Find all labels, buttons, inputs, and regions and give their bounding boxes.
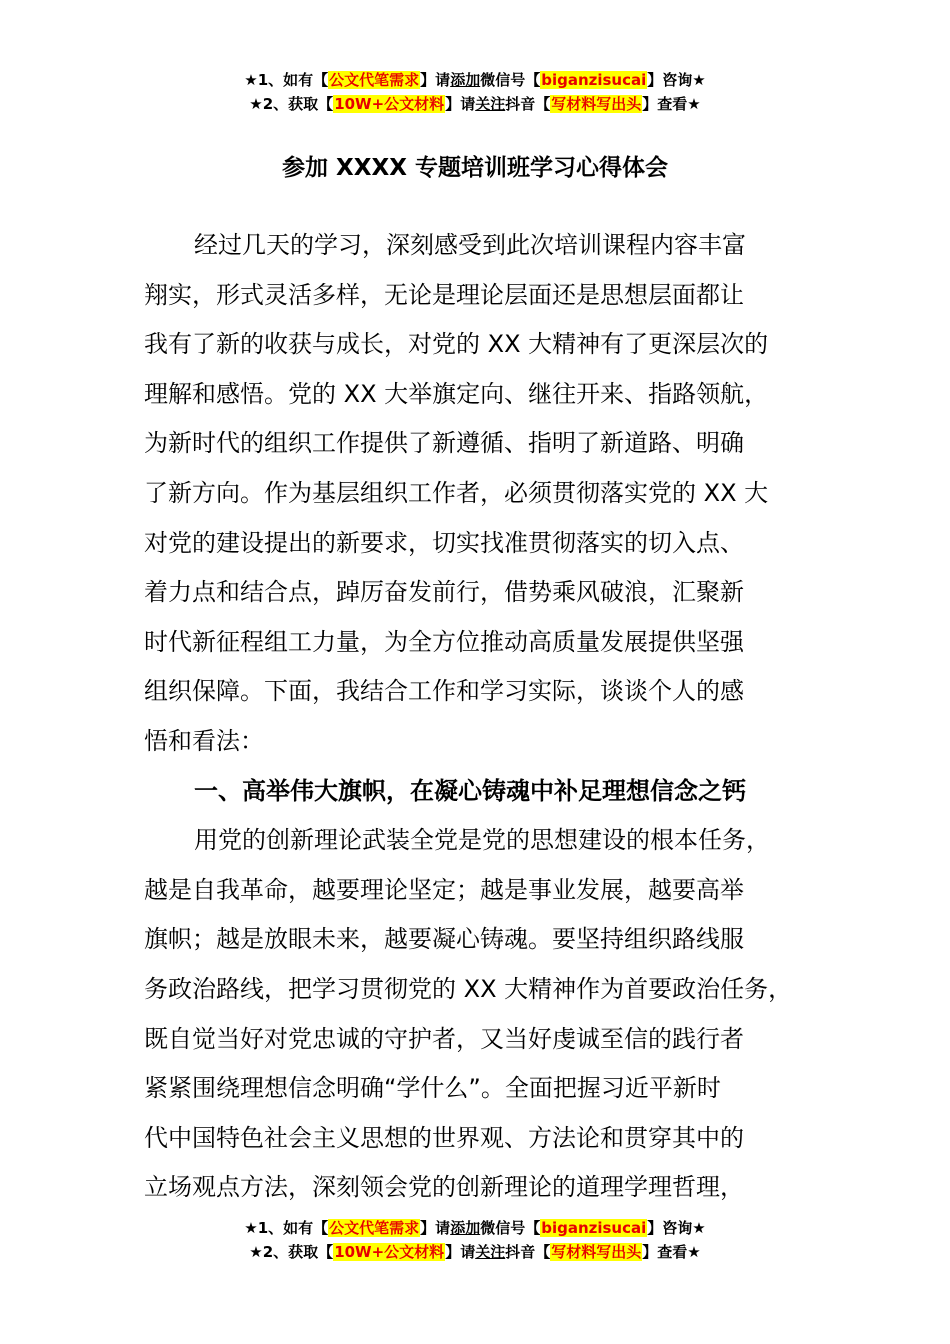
banner-underlined: 添加 [450, 1219, 481, 1237]
paragraph-line: 代中国特色社会主义思想的世界观、方法论和贯穿其中的 [144, 1123, 744, 1152]
banner-text: 】请 [445, 95, 476, 113]
banner-line-2 [0, 92, 950, 116]
banner-text: 】请 [420, 71, 451, 89]
banner-text: ★1、如有【 [244, 1219, 329, 1237]
banner-text: 】咨询★ [647, 71, 706, 89]
paragraph-line: 了新方向。作为基层组织工作者，必须贯彻落实党的 XX 大 [144, 478, 769, 507]
banner-wechat-id: biganzisucai [541, 71, 647, 89]
paragraph-line: 时代新征程组工力量，为全方位推动高质量发展提供坚强 [144, 627, 744, 656]
paragraph-line: 经过几天的学习，深刻感受到此次培训课程内容丰富 [194, 231, 746, 259]
banner-highlight: 10W+公文材料 [334, 1243, 445, 1261]
footer-banner [0, 1216, 950, 1264]
paragraph-line: 翔实，形式灵活多样，无论是理论层面还是思想层面都让 [144, 280, 744, 309]
paragraph-line: 对党的建设提出的新要求，切实找准贯彻落实的切入点、 [144, 528, 744, 557]
banner-highlight: 公文代笔需求 [329, 71, 420, 89]
banner-text: ★2、获取【 [249, 1243, 334, 1261]
banner-line-1 [0, 68, 950, 92]
paragraph-line: 紧紧围绕理想信念明确“学什么”。全面把握习近平新时 [144, 1074, 721, 1103]
banner-douyin-id: 写材料写出头 [551, 1243, 642, 1261]
paragraph-line: 悟和看法： [144, 726, 264, 755]
banner-underlined: 关注 [475, 1243, 506, 1261]
paragraph-line: 着力点和结合点，踔厉奋发前行，借势乘风破浪，汇聚新 [144, 578, 744, 607]
paragraph-line: 用党的创新理论武装全党是党的思想建设的根本任务， [194, 826, 770, 855]
banner-text: ★1、如有【 [244, 71, 329, 89]
banner-text: 微信号【 [480, 1219, 541, 1237]
header-banner [0, 68, 950, 116]
banner-text: 】咨询★ [647, 1219, 706, 1237]
banner-highlight: 10W+公文材料 [334, 95, 445, 113]
document-body [144, 221, 830, 1213]
banner-line-2 [0, 1240, 950, 1264]
banner-underlined: 关注 [475, 95, 506, 113]
paragraph-line: 我有了新的收获与成长，对党的 XX 大精神有了更深层次的 [144, 330, 769, 359]
document-title: 参加 XXXX 专题培训班学习心得体会 [282, 155, 668, 181]
section-heading: 一、高举伟大旗帜，在凝心铸魂中补足理想信念之钙 [194, 776, 746, 805]
paragraph-line: 务政治路线，把学习贯彻党的 XX 大精神作为首要政治任务， [144, 974, 793, 1003]
banner-text: 微信号【 [480, 71, 541, 89]
paragraph-line: 越是自我革命，越要理论坚定；越是事业发展，越要高举 [144, 875, 744, 904]
banner-douyin-id: 写材料写出头 [551, 95, 642, 113]
banner-text: 抖音【 [505, 95, 551, 113]
paragraph-line: 旗帜；越是放眼未来，越要凝心铸魂。要坚持组织路线服 [144, 925, 744, 954]
paragraph-line: 理解和感悟。党的 XX 大举旗定向、继往开来、指路领航， [144, 379, 769, 408]
banner-line-1 [0, 1216, 950, 1240]
paragraph-line: 组织保障。下面，我结合工作和学习实际，谈谈个人的感 [144, 677, 744, 706]
banner-text: 】请 [445, 1243, 476, 1261]
banner-text: 】查看★ [642, 95, 701, 113]
banner-underlined: 添加 [450, 71, 481, 89]
paragraph-line: 立场观点方法，深刻领会党的创新理论的道理学理哲理， [144, 1173, 744, 1202]
banner-highlight: 公文代笔需求 [329, 1219, 420, 1237]
paragraph-line: 为新时代的组织工作提供了新遵循、指明了新道路、明确 [144, 429, 744, 458]
banner-text: ★2、获取【 [249, 95, 334, 113]
banner-text: 抖音【 [505, 1243, 551, 1261]
banner-text: 】查看★ [642, 1243, 701, 1261]
paragraph-line: 既自觉当好对党忠诚的守护者，又当好虔诚至信的践行者 [144, 1024, 744, 1053]
banner-text: 】请 [420, 1219, 451, 1237]
banner-wechat-id: biganzisucai [541, 1219, 647, 1237]
